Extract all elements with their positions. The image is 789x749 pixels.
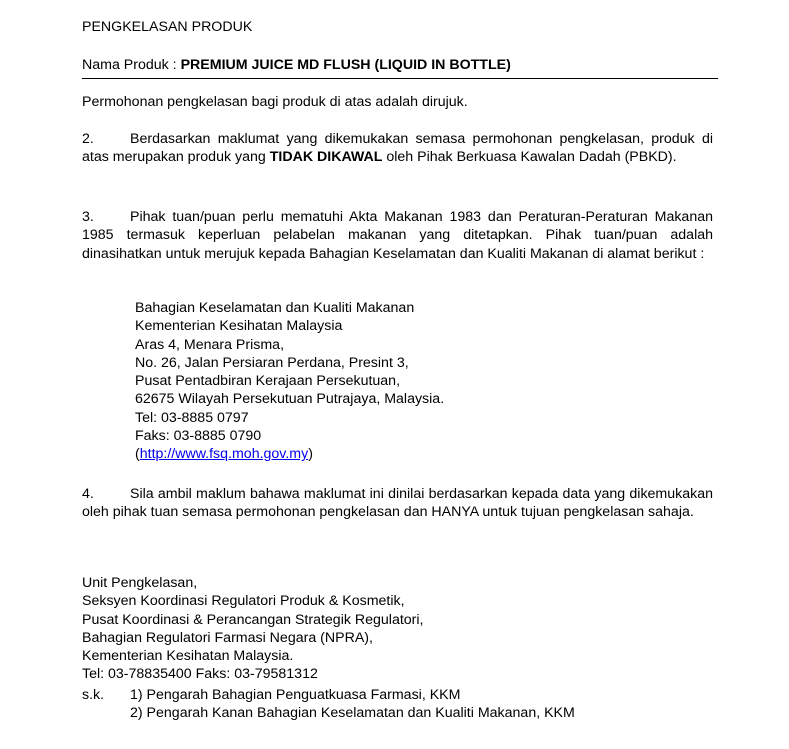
address-tel: Tel: 03-8885 0797	[135, 409, 249, 426]
divider-line	[82, 78, 718, 79]
cc-label: s.k.	[82, 687, 105, 703]
signature-line-5: Kementerian Kesihatan Malaysia.	[82, 648, 294, 665]
paragraph-4-number: 4.	[82, 486, 94, 502]
intro-paragraph: Permohonan pengkelasan bagi produk di atas adalah dirujuk.	[82, 94, 468, 110]
signature-line-2: Seksyen Koordinasi Regulatori Produk & Kosmetik,	[82, 593, 405, 610]
url-open-paren: (	[135, 446, 140, 463]
address-line-3: Aras 4, Menara Prisma,	[135, 336, 285, 353]
address-line-5: Pusat Pentadbiran Kerajaan Persekutuan,	[135, 373, 401, 390]
signature-line-4: Bahagian Regulatori Farmasi Negara (NPRA),	[82, 629, 373, 646]
paragraph-2-bold-text: TIDAK DIKAWAL	[269, 149, 383, 166]
product-name: PREMIUM JUICE MD FLUSH (LIQUID IN BOTTLE)	[180, 57, 511, 73]
address-block	[135, 299, 444, 464]
paragraph-3-number: 3.	[82, 209, 94, 225]
product-label: Nama Produk :	[82, 57, 177, 73]
product-name-line	[82, 56, 511, 74]
url-close-paren: )	[308, 446, 313, 463]
cc-item-2: 2) Pengarah Kanan Bahagian Keselamatan dan Kualiti Makanan, KKM	[130, 705, 575, 722]
paragraph-2	[82, 130, 713, 167]
website-link[interactable]: http://www.fsq.moh.gov.my	[139, 446, 309, 463]
signature-line-3: Pusat Koordinasi & Perancangan Strategik Regulatori,	[82, 611, 424, 628]
address-line-1: Bahagian Keselamatan dan Kualiti Makanan	[135, 300, 415, 316]
address-line-2: Kementerian Kesihatan Malaysia	[135, 318, 343, 335]
signature-line-6: Tel: 03-78835400 Faks: 03-79581312	[82, 666, 318, 683]
paragraph-2-number: 2.	[82, 131, 94, 147]
signature-block	[82, 574, 424, 684]
paragraph-3-text: Pihak tuan/puan perlu mematuhi Akta Makanan 1983 dan Peraturan-Peraturan Makanan 1985 termasuk keperluan pelabelan makanan yang ditetapkan. Pihak tuan/puan adalah dinasihatkan untuk merujuk kepada Bahagian Keselamatan dan Kualiti Makanan di alamat berikut :	[82, 209, 713, 262]
address-url-line	[135, 445, 444, 463]
document-heading: PENGKELASAN PRODUK	[82, 19, 253, 35]
paragraph-2-text-before: Berdasarkan maklumat yang dikemukakan semasa permohonan pengkelasan, produk di atas merupakan produk yang	[82, 131, 713, 166]
paragraph-4-text: Sila ambil maklum bahawa maklumat ini dinilai berdasarkan kepada data yang dikemukakan oleh pihak tuan semasa permohonan pengkelasan dan HANYA untuk tujuan pengkelasan sahaja.	[82, 486, 713, 521]
signature-line-1: Unit Pengkelasan,	[82, 575, 198, 591]
cc-item-1: 1) Pengarah Bahagian Penguatkuasa Farmasi, KKM	[130, 687, 461, 703]
address-line-6: 62675 Wilayah Persekutuan Putrajaya, Malaysia.	[135, 391, 445, 408]
paragraph-4	[82, 485, 713, 522]
paragraph-3	[82, 208, 713, 263]
paragraph-2-text-after: oleh Pihak Berkuasa Kawalan Dadah (PBKD).	[386, 149, 677, 166]
address-line-4: No. 26, Jalan Persiaran Perdana, Presint 3,	[135, 354, 409, 371]
address-fax: Faks: 03-8885 0790	[135, 428, 262, 445]
